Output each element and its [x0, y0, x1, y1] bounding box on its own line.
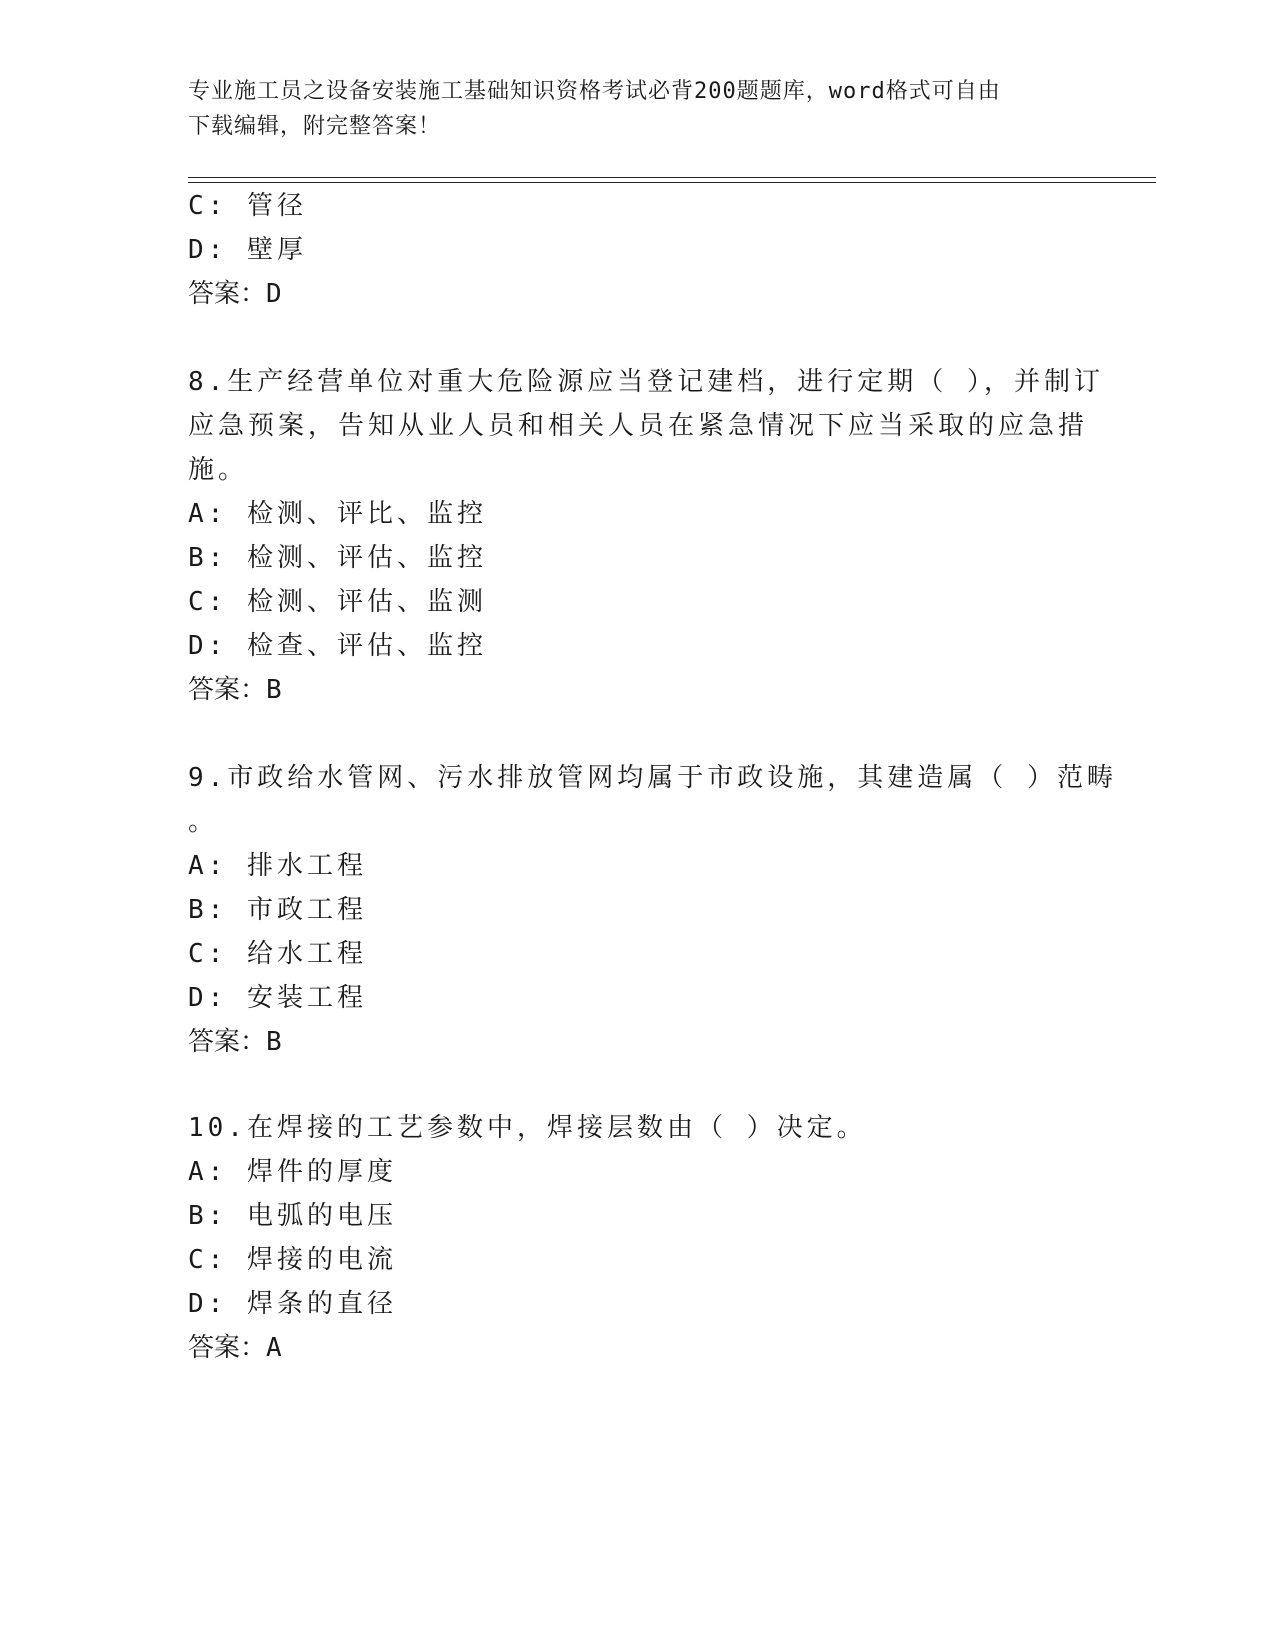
question-8-option-c: C: 检测、评估、监测 — [188, 587, 487, 617]
question-9-option-b: B: 市政工程 — [188, 895, 367, 925]
prev-answer: 答案：D — [188, 279, 282, 309]
question-8-answer: 答案：B — [188, 675, 282, 705]
question-9-option-c: C: 给水工程 — [188, 939, 367, 969]
header-line-1: 专业施工员之设备安装施工基础知识资格考试必背200题题库，word格式可自由 — [188, 79, 1001, 104]
question-8-option-d: D: 检查、评估、监控 — [188, 631, 487, 661]
question-8-option-a: A: 检测、评比、监控 — [188, 499, 487, 529]
question-10-option-b: B: 电弧的电压 — [188, 1201, 397, 1231]
question-10-option-a: A: 焊件的厚度 — [188, 1157, 397, 1187]
header-line-2: 下载编辑，附完整答案！ — [188, 114, 442, 139]
question-9-stem-line-2: 。 — [188, 807, 219, 837]
question-10-option-c: C: 焊接的电流 — [188, 1245, 397, 1275]
question-9-option-d: D: 安装工程 — [188, 983, 367, 1013]
question-8-stem-line-3: 施。 — [188, 455, 249, 485]
prev-option-d: D: 壁厚 — [188, 235, 307, 265]
question-8-stem-line-2: 应急预案，告知从业人员和相关人员在紧急情况下应当采取的应急措 — [188, 411, 1089, 441]
document-header — [188, 74, 1088, 144]
question-9-stem-line-1: 9.市政给水管网、污水排放管网均属于市政设施，其建造属（ ）范畴 — [188, 763, 1117, 793]
question-10-answer: 答案：A — [188, 1333, 282, 1363]
question-10-option-d: D: 焊条的直径 — [188, 1289, 397, 1319]
header-divider-top — [188, 177, 1156, 178]
question-9-option-a: A: 排水工程 — [188, 851, 367, 881]
question-8-option-b: B: 检测、评估、监控 — [188, 543, 487, 573]
question-8-stem-line-1: 8.生产经营单位对重大危险源应当登记建档，进行定期（ ），并制订 — [188, 367, 1104, 397]
question-9-answer: 答案：B — [188, 1027, 282, 1057]
header-divider-bottom — [188, 182, 1156, 183]
question-10-stem-line-1: 10.在焊接的工艺参数中，焊接层数由（ ）决定。 — [188, 1113, 867, 1143]
prev-option-c: C: 管径 — [188, 191, 307, 221]
